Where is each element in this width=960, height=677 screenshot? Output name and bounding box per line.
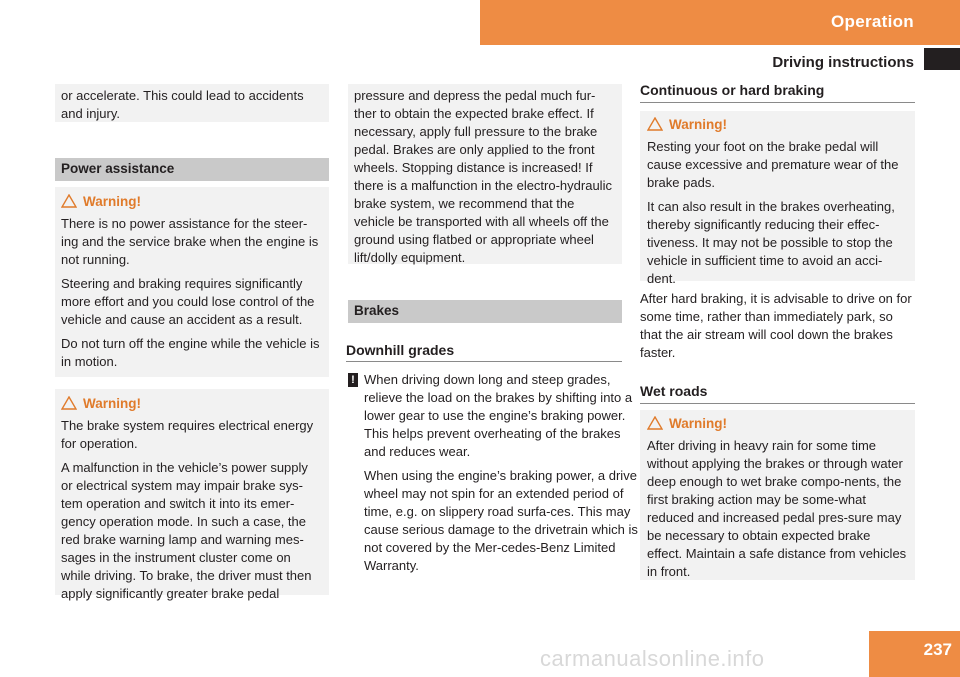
warning-label: Warning! [669, 116, 727, 132]
page-number-tab [869, 631, 960, 677]
warning-paragraph: After driving in heavy rain for some time without applying the brakes or through water deep enough to wet brake compo-nents, the first braking action may be some-what reduced and increased pedal pres-sure may be necessary to obtain expected brake effect. Maintain a safe distance from vehicles in front. [647, 438, 907, 579]
warning-label: Warning! [83, 193, 141, 209]
power-assistance-warning [55, 187, 329, 377]
note-exclamation-icon: ! [348, 373, 358, 387]
warning-paragraph: It can also result in the brakes overheating, thereby significantly reducing their effec-tiveness. It may not be possible to stop the vehicle in sufficient time to avoid an acci-dent. [647, 199, 895, 286]
continuous-braking-heading: Continuous or hard braking [640, 82, 915, 103]
warning-triangle-icon [647, 416, 663, 430]
warning-paragraph: Do not turn off the engine while the vehicle is in motion. [61, 336, 320, 369]
wet-roads-heading: Wet roads [640, 383, 915, 404]
brake-system-warning [55, 389, 329, 601]
warning-triangle-icon [61, 194, 77, 208]
watermark: carmanualsonline.info [540, 646, 765, 671]
continuous-braking-warning [640, 111, 915, 286]
warning-label: Warning! [83, 395, 141, 411]
continued-warning-box [55, 84, 329, 122]
warning-label: Warning! [669, 415, 727, 431]
warning-paragraph: A malfunction in the vehicle’s power supply or electrical system may impair brake sys-tem operation and switch it into its emer-gency operation mode. In such a case, the red brake warning lamp and warning mes-sages in the instrument cluster come on while driving. To brake, the driver must then apply significantly greater brake pedal [61, 460, 312, 601]
note-paragraph: When driving down long and steep grades, relieve the load on the brakes by shifting into a lower gear to use the engine’s braking power. This helps prevent overheating of the brakes and reduces wear. [364, 372, 633, 459]
power-assistance-heading: Power assistance [55, 158, 329, 181]
warning-paragraph: Steering and braking requires significantly more effort and you could lose control of the vehicle and cause an accident as a result. [61, 276, 315, 327]
continued-brake-warning-text: pressure and depress the pedal much fur-ther to obtain the expected brake effect. If necessary, apply full pressure to the brake pedal. Brakes are only applied to the front wheels. Stopping distance is increased! If there is a malfunction in the electro-hydraulic brake system, we recommend that the vehicle be transported with all wheels off the ground using flatbed or appropriate wheel lift/dolly equipment. [354, 88, 612, 265]
warning-title [61, 192, 323, 210]
downhill-note [348, 371, 640, 575]
warning-paragraph: Resting your foot on the brake pedal will cause excessive and premature wear of the brake pads. [647, 139, 899, 190]
thumb-index-marker [924, 48, 960, 70]
section-title: Operation [831, 12, 914, 31]
continued-warning-text: or accelerate. This could lead to accidents and injury. [61, 88, 304, 121]
wet-roads-warning [640, 410, 915, 580]
warning-triangle-icon [647, 117, 663, 131]
after-hard-braking-text: After hard braking, it is advisable to drive on for some time, rather than immediately park, so that the air stream will cool down the brakes faster. [640, 291, 912, 360]
brakes-heading: Brakes [348, 300, 622, 323]
warning-paragraph: There is no power assistance for the steer-ing and the service brake when the engine is not running. [61, 216, 319, 267]
warning-triangle-icon [61, 396, 77, 410]
note-paragraph: When using the engine’s braking power, a drive wheel may not spin for an extended period of time, e.g. on slippery road surfa-ces. This may cause serious damage to the drivetrain which is not covered by the Mer-cedes-Benz Limited Warranty. [364, 468, 638, 573]
subsection-title: Driving instructions [772, 54, 914, 71]
section-tab [480, 0, 960, 45]
warning-title [61, 394, 323, 412]
warning-paragraph: The brake system requires electrical energy for operation. [61, 418, 314, 451]
continued-brake-warning-box [348, 84, 622, 264]
downhill-grades-heading: Downhill grades [346, 342, 622, 362]
warning-title [647, 414, 908, 432]
page-number: 237 [923, 640, 952, 659]
warning-title [647, 115, 908, 133]
